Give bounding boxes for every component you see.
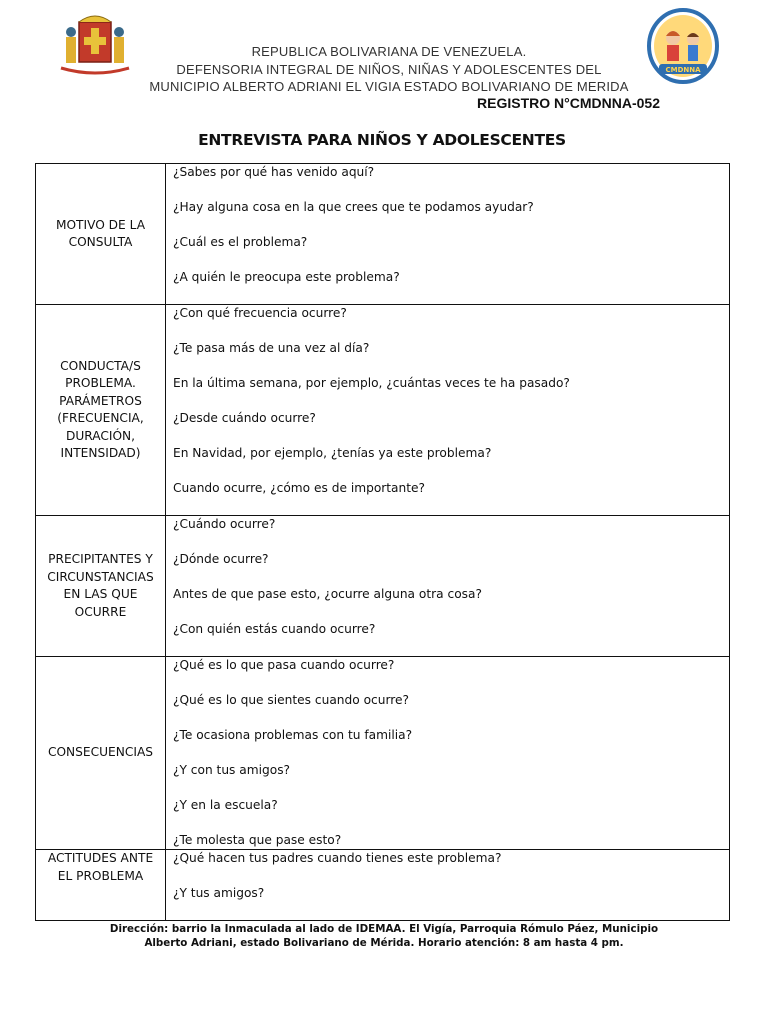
header-line-1: REPUBLICA BOLIVARIANA DE VENEZUELA.	[251, 44, 527, 59]
question: ¿Te ocasiona problemas con tu familia?	[173, 728, 413, 742]
question: En la última semana, por ejemplo, ¿cuántas veces te ha pasado?	[173, 376, 570, 390]
question: En Navidad, por ejemplo, ¿tenías ya este problema?	[173, 446, 492, 460]
question: ¿Qué hacen tus padres cuando tienes este problema?	[173, 851, 502, 865]
question: ¿Y tus amigos?	[173, 886, 265, 900]
question: ¿Qué es lo que pasa cuando ocurre?	[173, 658, 395, 672]
section-label: PRECIPITANTES Y CIRCUNSTANCIAS EN LAS QUE OCURRE	[36, 516, 166, 657]
question: ¿Y con tus amigos?	[173, 763, 291, 777]
question: ¿Qué es lo que sientes cuando ocurre?	[173, 693, 409, 707]
header-line-2: DEFENSORIA INTEGRAL DE NIÑOS, NIÑAS Y ADOLESCENTES DEL	[176, 62, 602, 77]
svg-text:CMDNNA: CMDNNA	[665, 66, 701, 74]
question: ¿Te molesta que pase esto?	[173, 833, 342, 847]
document-title: ENTREVISTA PARA NIÑOS Y ADOLESCENTES	[198, 131, 566, 149]
footer-line-2: Alberto Adriani, estado Bolivariano de Mérida. Horario atención: 8 am hasta 4 pm.	[144, 936, 624, 949]
question: ¿A quién le preocupa este problema?	[173, 270, 400, 284]
section-label: CONDUCTA/S PROBLEMA. PARÁMETROS (FRECUENCIA, DURACIÓN, INTENSIDAD)	[36, 305, 166, 516]
table-row	[36, 516, 730, 657]
question: Cuando ocurre, ¿cómo es de importante?	[173, 481, 425, 495]
table-row	[36, 305, 730, 516]
question: Antes de que pase esto, ¿ocurre alguna otra cosa?	[173, 587, 482, 601]
question: ¿Desde cuándo ocurre?	[173, 411, 316, 425]
question: ¿Hay alguna cosa en la que crees que te podamos ayudar?	[173, 200, 534, 214]
section-questions	[166, 164, 730, 305]
interview-table	[35, 163, 730, 921]
section-label: ACTITUDES ANTE EL PROBLEMA	[36, 850, 166, 921]
section-questions	[166, 516, 730, 657]
question: ¿Y en la escuela?	[173, 798, 278, 812]
question: ¿Con qué frecuencia ocurre?	[173, 306, 347, 320]
table-row	[36, 850, 730, 921]
registro-number: REGISTRO N°CMDNNA-052	[477, 95, 660, 111]
question: ¿Te pasa más de una vez al día?	[173, 341, 370, 355]
section-questions	[166, 305, 730, 516]
table-row	[36, 657, 730, 850]
question: ¿Con quién estás cuando ocurre?	[173, 622, 376, 636]
question: ¿Cuándo ocurre?	[173, 517, 276, 531]
question: ¿Cuál es el problema?	[173, 235, 308, 249]
section-label: MOTIVO DE LA CONSULTA	[36, 164, 166, 305]
footer-line-1: Dirección: barrio la Inmaculada al lado de IDEMAA. El Vigía, Parroquia Rómulo Páez, Municipio	[109, 923, 659, 935]
section-questions	[166, 850, 730, 921]
section-questions	[166, 657, 730, 850]
question: ¿Sabes por qué has venido aquí?	[173, 165, 375, 179]
question: ¿Dónde ocurre?	[173, 552, 269, 566]
footer-address	[0, 923, 768, 950]
header-line-3: MUNICIPIO ALBERTO ADRIANI EL VIGIA ESTADO BOLIVARIANO DE MERIDA	[149, 79, 629, 94]
section-label: CONSECUENCIAS	[36, 657, 166, 850]
table-row	[36, 164, 730, 305]
